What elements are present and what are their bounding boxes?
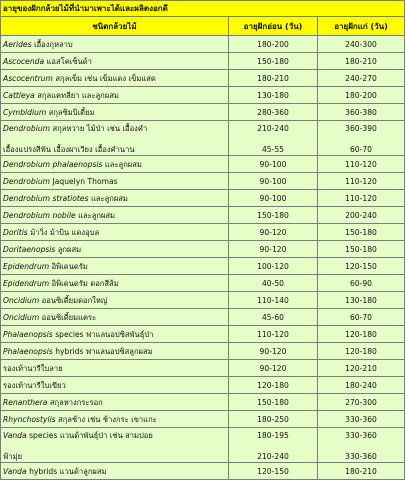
mature-pod-age-cell <box>318 241 405 258</box>
young-pod-age-cell <box>229 104 318 121</box>
age-value: 180-200 <box>345 90 377 100</box>
table-row <box>1 394 405 411</box>
age-value: 180-195 <box>257 431 289 440</box>
age-value: 100-120 <box>257 261 289 271</box>
scientific-name: Cattleya <box>3 90 35 100</box>
orchid-name-line <box>3 194 128 203</box>
orchid-name-line <box>3 467 107 476</box>
mature-pod-age-cell <box>318 36 405 53</box>
age-value: 120-180 <box>345 329 377 339</box>
young-pod-age-cell <box>229 326 318 343</box>
thai-name: อิพิเดนดรัม ดอกสีส้ม <box>49 278 119 288</box>
orchid-name-cell <box>1 207 229 224</box>
orchid-name-cell <box>1 428 229 463</box>
mature-pod-age-cell <box>318 463 405 480</box>
table-title-row <box>1 1 405 17</box>
orchid-name-cell <box>1 190 229 207</box>
table-row <box>1 173 405 190</box>
orchid-name-cell <box>1 309 229 326</box>
scientific-name: Epidendrum <box>3 278 50 288</box>
age-value: 120-210 <box>345 363 377 373</box>
mature-pod-age-cell <box>318 292 405 309</box>
mature-pod-age-cell <box>318 173 405 190</box>
age-value: 110-120 <box>257 329 289 339</box>
scientific-name: Phalaenopsis <box>3 329 53 339</box>
age-value: 120-150 <box>345 261 377 271</box>
mature-pod-age-cell <box>318 309 405 326</box>
age-value: 270-300 <box>345 397 377 407</box>
orchid-name-line <box>3 279 119 288</box>
thai-name: hybrids ฟาแลนอปซิสลูกผสม <box>52 346 153 356</box>
orchid-name-cell <box>1 411 229 428</box>
scientific-name: Oncidium <box>3 295 40 305</box>
age-value-2: 330-360 <box>345 452 377 461</box>
orchid-name-cell <box>1 53 229 70</box>
header-mature-pod-age: อายุฝักแก่ (วัน) <box>318 17 405 36</box>
orchid-name-cell <box>1 241 229 258</box>
age-value: 360-390 <box>345 124 377 133</box>
age-value: 90-120 <box>259 363 287 373</box>
age-value: 110-120 <box>345 159 377 169</box>
orchid-name-cell <box>1 377 229 394</box>
young-pod-age-cell <box>229 53 318 70</box>
thai-name: Jaquelyn Thomas <box>50 176 118 186</box>
table-title: อายุของฝักกล้วยไม้ที่นำมาเพาะได้และผลิตงอกดี <box>1 1 405 17</box>
thai-name: ม้าวิ่ง ม้าบิน แดงอุบล <box>27 227 100 237</box>
thai-name: สกุลเข็ม เช่น เข็มแดง เข็มแสด <box>52 73 156 83</box>
thai-name: เอื้องกุหลาบ <box>31 39 73 49</box>
age-value: 360-380 <box>345 107 377 117</box>
young-pod-age-cell <box>229 360 318 377</box>
young-pod-age-cell <box>229 224 318 241</box>
thai-name: ออนซิเดี้ยมดอกใหญ่ <box>39 295 108 305</box>
table-row <box>1 70 405 87</box>
age-value: 180-240 <box>345 380 377 390</box>
age-value: 240-300 <box>345 39 377 49</box>
thai-name: species ฟาแลนอปซิสพันธุ์ป่า <box>52 329 154 339</box>
age-value: 240-270 <box>345 73 377 83</box>
orchid-name-cell <box>1 87 229 104</box>
orchid-name-line-2: เอื้องแปรงสีฟัน เอื้องผาเวียง เอื้องคำนาน <box>3 145 135 154</box>
table-row <box>1 53 405 70</box>
age-value: 110-120 <box>345 176 377 186</box>
scientific-name: Dendrobium <box>3 176 51 186</box>
age-value: 120-180 <box>257 380 289 390</box>
mature-pod-age-cell <box>318 190 405 207</box>
thai-name: ออนซิเดี้ยมแคระ <box>39 312 97 322</box>
orchid-name-line <box>3 381 66 390</box>
mature-pod-age-cell <box>318 156 405 173</box>
thai-name: รองเท้านารีใบลาย <box>3 363 63 373</box>
age-value-2: 45-55 <box>261 145 285 154</box>
table-row <box>1 241 405 258</box>
orchid-name-cell <box>1 292 229 309</box>
young-pod-age-cell <box>229 309 318 326</box>
orchid-name-cell <box>1 121 229 156</box>
thai-name: และลูกผสม <box>75 210 116 220</box>
mature-pod-age-cell <box>318 377 405 394</box>
age-value: 180-210 <box>345 466 377 476</box>
scientific-name: Epidendrum <box>3 261 50 271</box>
age-value: 330-360 <box>345 431 377 440</box>
orchid-name-cell <box>1 156 229 173</box>
age-value: 280-360 <box>257 107 289 117</box>
mature-pod-age-cell <box>318 394 405 411</box>
thai-name: และลูกผสม <box>88 193 128 203</box>
orchid-name-cell <box>1 70 229 87</box>
table-row <box>1 121 405 156</box>
young-pod-age-cell <box>229 275 318 292</box>
age-value: 90-120 <box>259 227 287 237</box>
table-row <box>1 207 405 224</box>
age-value: 150-180 <box>257 397 289 407</box>
age-value: 120-150 <box>257 466 289 476</box>
age-value-2: 210-240 <box>257 452 289 461</box>
orchid-name-line <box>3 262 88 271</box>
orchid-name-line <box>3 330 153 339</box>
age-value: 90-120 <box>259 244 287 254</box>
scientific-name: Dendrobium stratiotes <box>3 193 89 203</box>
age-value: 130-180 <box>345 295 377 305</box>
orchid-name-line <box>3 415 157 424</box>
age-value: 180-210 <box>345 56 377 66</box>
orchid-name-line <box>3 57 92 66</box>
mature-pod-age-cell <box>318 224 405 241</box>
orchid-name-line <box>3 313 96 322</box>
orchid-name-line <box>3 40 73 49</box>
thai-name: ลูกผสม <box>55 244 82 254</box>
young-pod-age-cell <box>229 394 318 411</box>
young-pod-age-cell <box>229 377 318 394</box>
age-value: 150-180 <box>257 56 289 66</box>
scientific-name: Ascocenda <box>3 56 45 66</box>
table-row <box>1 104 405 121</box>
scientific-name: Renanthera <box>3 397 48 407</box>
age-value: 90-100 <box>259 193 287 203</box>
thai-name: สกุลช้าง เช่น ช้างกระ เขาแกะ <box>55 414 157 424</box>
table-row <box>1 156 405 173</box>
young-pod-age-cell <box>229 36 318 53</box>
mature-pod-age-cell <box>318 207 405 224</box>
thai-name: สกุลหวาย ไม้ป่า เช่น เอื้องคำ <box>50 124 148 133</box>
table-header-row <box>1 17 405 36</box>
mature-pod-age-cell <box>318 360 405 377</box>
header-young-pod-age: อายุฝักอ่อน (วัน) <box>229 17 318 36</box>
young-pod-age-cell <box>229 411 318 428</box>
table-row <box>1 275 405 292</box>
young-pod-age-cell <box>229 190 318 207</box>
age-value: 150-180 <box>345 244 377 254</box>
young-pod-age-cell <box>229 241 318 258</box>
scientific-name: Dendrobium phalaenopsis <box>3 159 103 169</box>
scientific-name: Dendrobium nobile <box>3 210 76 220</box>
young-pod-age-cell <box>229 428 318 463</box>
age-value: 90-120 <box>259 346 287 356</box>
mature-pod-age-cell <box>318 428 405 463</box>
thai-name: สกุลหางกระรอก <box>47 397 103 407</box>
orchid-name-cell <box>1 343 229 360</box>
orchid-name-cell <box>1 104 229 121</box>
scientific-name: Doritis <box>3 227 28 237</box>
age-value: 150-180 <box>257 210 289 220</box>
scientific-name: Oncidium <box>3 312 40 322</box>
table-row <box>1 343 405 360</box>
age-value: 210-240 <box>257 124 289 133</box>
header-orchid-type: ชนิดกล้วยไม้ <box>1 17 229 36</box>
table-row <box>1 377 405 394</box>
orchid-name-line <box>3 228 99 237</box>
scientific-name: Doritaenopsis <box>3 244 56 254</box>
orchid-name-line <box>3 245 81 254</box>
orchid-name-line <box>3 121 226 133</box>
orchid-name-line-2: ฟ้ามุ่ย <box>3 452 23 461</box>
orchid-name-line <box>3 74 156 83</box>
orchid-name-cell <box>1 326 229 343</box>
age-value: 60-70 <box>349 312 373 322</box>
table-row <box>1 258 405 275</box>
mature-pod-age-cell <box>318 343 405 360</box>
orchid-name-line <box>3 108 95 117</box>
young-pod-age-cell <box>229 70 318 87</box>
age-value: 110-120 <box>345 193 377 203</box>
table-row <box>1 309 405 326</box>
age-value: 180-250 <box>257 414 289 424</box>
age-value: 40-50 <box>261 278 285 288</box>
age-value: 180-210 <box>257 73 289 83</box>
orchid-name-cell <box>1 258 229 275</box>
table-row <box>1 360 405 377</box>
orchid-name-line <box>3 91 119 100</box>
thai-name: และลูกผสม <box>102 159 142 169</box>
orchid-name-line <box>3 364 63 373</box>
orchid-name-cell <box>1 463 229 480</box>
orchid-name-cell <box>1 36 229 53</box>
table-row <box>1 292 405 309</box>
age-value: 120-180 <box>345 346 377 356</box>
age-value: 60-90 <box>349 278 373 288</box>
scientific-name: Phalaenopsis <box>3 346 53 356</box>
young-pod-age-cell <box>229 156 318 173</box>
table-row <box>1 411 405 428</box>
mature-pod-age-cell <box>318 121 405 156</box>
orchid-name-line <box>3 211 115 220</box>
scientific-name: Aerides <box>3 39 32 49</box>
orchid-name-cell <box>1 224 229 241</box>
young-pod-age-cell <box>229 173 318 190</box>
mature-pod-age-cell <box>318 326 405 343</box>
age-value: 150-180 <box>345 227 377 237</box>
table-row <box>1 190 405 207</box>
orchid-name-line <box>3 428 226 440</box>
young-pod-age-cell <box>229 258 318 275</box>
age-value: 90-100 <box>259 159 287 169</box>
table-row <box>1 428 405 463</box>
young-pod-age-cell <box>229 292 318 309</box>
orchid-name-cell <box>1 275 229 292</box>
table-row <box>1 36 405 53</box>
young-pod-age-cell <box>229 87 318 104</box>
young-pod-age-cell <box>229 207 318 224</box>
scientific-name: Dendrobium <box>3 124 51 133</box>
mature-pod-age-cell <box>318 70 405 87</box>
age-value: 90-100 <box>259 176 287 186</box>
age-value: 45-60 <box>261 312 285 322</box>
thai-name: species แวนด้าพันธุ์ป่า เช่น สามปอย <box>26 431 153 440</box>
thai-name: รองเท้านารีใบเขียว <box>3 380 66 390</box>
mature-pod-age-cell <box>318 275 405 292</box>
mature-pod-age-cell <box>318 258 405 275</box>
table-row <box>1 87 405 104</box>
scientific-name: Rhynchostylis <box>3 414 56 424</box>
table-row <box>1 326 405 343</box>
orchid-name-line <box>3 177 118 186</box>
orchid-name-line <box>3 160 142 169</box>
age-value: 200-240 <box>345 210 377 220</box>
age-value: 130-180 <box>257 90 289 100</box>
young-pod-age-cell <box>229 121 318 156</box>
age-value: 180-200 <box>257 39 289 49</box>
mature-pod-age-cell <box>318 87 405 104</box>
scientific-name: Ascocentrum <box>3 73 53 83</box>
thai-name: สกุลแคทลียา และลูกผสม <box>34 90 119 100</box>
thai-name: แอสโคเซ็นด้า <box>44 56 92 66</box>
age-value: 110-140 <box>257 295 289 305</box>
thai-name: อิพิเดนดรัม <box>49 261 88 271</box>
scientific-name: Vanda <box>3 466 27 476</box>
orchid-name-line <box>3 347 153 356</box>
orchid-name-line <box>3 296 107 305</box>
table-row <box>1 224 405 241</box>
orchid-name-cell <box>1 360 229 377</box>
mature-pod-age-cell <box>318 53 405 70</box>
orchid-name-cell <box>1 173 229 190</box>
scientific-name: Cymbidium <box>3 107 47 117</box>
mature-pod-age-cell <box>318 104 405 121</box>
scientific-name: Vanda <box>3 431 27 440</box>
thai-name: สกุลซิมบิเดี้ยม <box>46 107 95 117</box>
mature-pod-age-cell <box>318 411 405 428</box>
orchid-name-cell <box>1 394 229 411</box>
orchid-name-line <box>3 398 103 407</box>
young-pod-age-cell <box>229 343 318 360</box>
age-value-2: 60-70 <box>349 145 373 154</box>
thai-name: hybrids แวนด้าลูกผสม <box>26 466 107 476</box>
age-value: 330-360 <box>345 414 377 424</box>
table-row <box>1 463 405 480</box>
young-pod-age-cell <box>229 463 318 480</box>
